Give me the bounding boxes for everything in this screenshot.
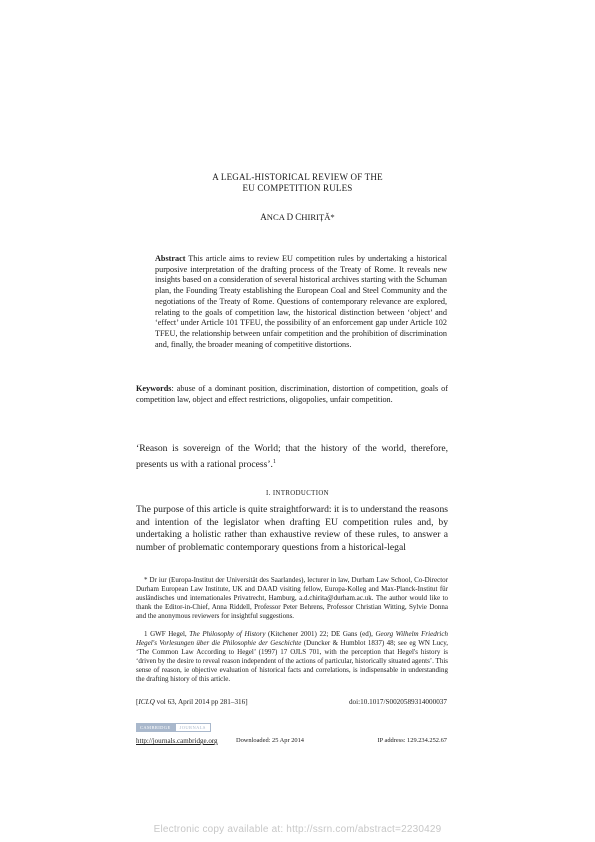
publisher-logo-part-1: CAMBRIDGE — [136, 723, 175, 732]
footnote-author: * Dr iur (Europa-Institut der Universität des Saarlandes), lecturer in law, Durham Law School, Co-Director Durham European Law Institute, UK and DAAD visiting fellow, Europa-Kolleg and Max-Planck-Institut für ausländisches und internationales Privatrecht, Hamburg, a.d.chirita@durham.ac.uk. The author would like to thank the Editor-in-Chief, Anna Riddell, Professor Peter Behrens, Professor Christian Witting, Sylvie Donna and the anonymous reviewers for insightful suggestions. — [136, 576, 448, 620]
abstract — [155, 254, 447, 350]
author-name: ANCA D CHIRIȚĂ* — [260, 212, 335, 222]
epigraph-note-ref: 1 — [272, 458, 276, 465]
article-title-line-2: EU COMPETITION RULES — [242, 183, 353, 193]
download-date: Downloaded: 25 Apr 2014 — [236, 737, 304, 744]
introduction-paragraph: The purpose of this article is quite straightforward: it is to understand the reasons and intention of the legislator when drafting EU competition rules and, by undertaking a holistic rather than exhaustive review of these rules, to answer a number of problematic contemporary questions from a historical-legal — [136, 504, 448, 553]
keywords-label: Keywords — [136, 384, 172, 393]
doi: doi:10.1017/S0020589314000037 — [348, 698, 447, 706]
keywords-text: : abuse of a dominant position, discrimination, distortion of competition, goals of competition law, object and effect restrictions, oligopolies, unfair competition. — [136, 384, 448, 404]
footnote-1: 1 GWF Hegel, The Philosophy of History (Kitchener 2001) 22; DE Gans (ed), Georg Wilhelm Friedrich Hegel's Vorlesungen über die Philosophie der Geschichte (Duncker & Humblot 1837) 48; see eg WN Lucy, ‘The Common Law According to Hegel’ (1997) 17 OJLS 701, with the perception that Hegel's history is ‘driven by the desire to reveal reason independent of the actions of particular, historically situated agents’. This sense of reason, ie objective evaluation of historical facts and correlations, is indispensable in understanding the drafting history of this article. — [136, 630, 448, 683]
journal-citation: [ICLQ vol 63, April 2014 pp 281–316] — [136, 698, 248, 706]
article-title-line-1: A LEGAL-HISTORICAL REVIEW OF THE — [212, 172, 383, 182]
section-heading: I. INTRODUCTION — [265, 490, 329, 497]
article-title — [0, 172, 595, 194]
abstract-text: This article aims to review EU competition rules by undertaking a historical purposive interpretation of the drafting process of the Treaty of Rome. It reveals new insights based on a consideration of several historical archives starting with the Schuman plan, the Founding Treaty establishing the European Coal and Steel Community and the negotiations of the Treaty of Rome. Questions of contemporary relevance are explored, relating to the goals of competition law, the historical distinction between ‘object’ and ‘effect’ under Article 101 TFEU, the possibility of an enforcement gap under Article 102 TFEU, the relationship between unfair competition and the prohibition of discrimination and, finally, the broader meaning of competitive distortions. — [155, 254, 448, 349]
ssrn-watermark: Electronic copy available at: http://ssrn.com/abstract=2230429 — [153, 824, 442, 835]
keywords — [136, 384, 448, 405]
publisher-logo — [136, 723, 211, 732]
publisher-logo-part-2: JOURNALS — [175, 723, 211, 732]
author-footnote-marker: * — [330, 212, 335, 222]
journal-url-link[interactable]: http://journals.cambridge.org — [136, 737, 218, 745]
abstract-label: Abstract — [155, 254, 186, 263]
ip-address: IP address: 129.234.252.67 — [377, 737, 447, 744]
epigraph-quote: ‘Reason is sovereign of the World; that the history of the world, therefore, presents us with a rational process’.$^1$ — [136, 443, 448, 470]
